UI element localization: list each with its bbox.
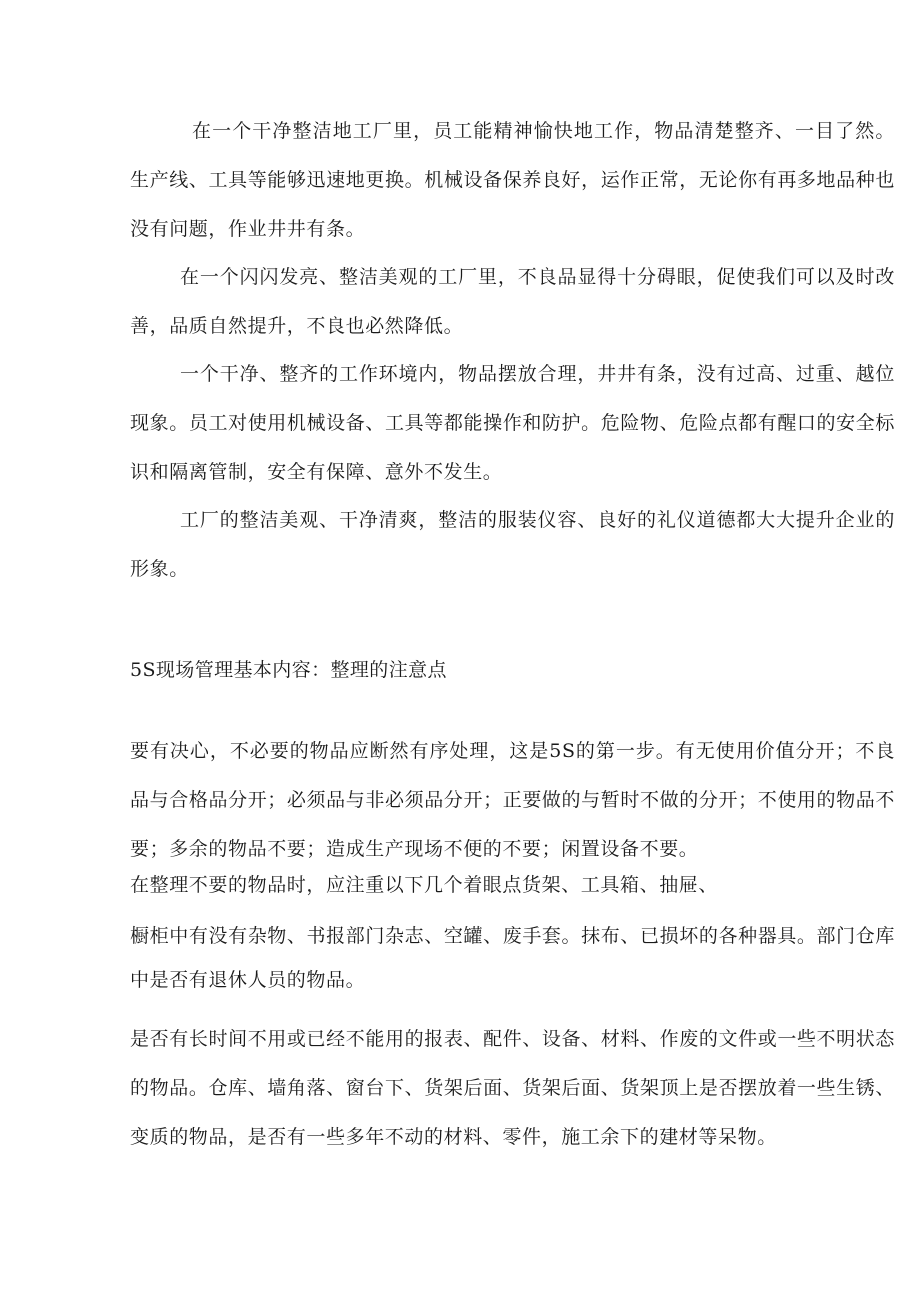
paragraph-image: 工厂的整洁美观、干净清爽，整洁的服装仪容、良好的礼仪道德都大大提升企业的形象。 [130, 509, 895, 580]
paragraph-cabinets: 橱柜中有没有杂物、书报部门杂志、空罐、废手套。抹布、已损坏的各种器具。部门仓库中是否有退休人员的物品。 [130, 925, 895, 991]
paragraph-determination: 要有决心，不必要的物品应断然有序处理，这是5S的第一步。有无使用价值分开；不良品与合格品分开；必须品与非必须品分开；正要做的与暂时不做的分开；不使用的物品不要；多余的物品不要；造成生产现场不便的不要；闲置设备不要。 [130, 740, 895, 860]
paragraph-focus-points: 在整理不要的物品时，应注重以下几个着眼点货架、工具箱、抽屉、 [130, 874, 719, 896]
paragraph-clean-factory: 在一个干净整洁地工厂里，员工能精神愉快地工作，物品清楚整齐、一目了然。生产线、工具等能够迅速地更换。机械设备保养良好，运作正常，无论你有再多地品种也没有问题，作业井井有条。 [130, 120, 895, 240]
section-heading: 5S现场管理基本内容：整理的注意点 [130, 659, 447, 681]
paragraph-defects-visible: 在一个闪闪发亮、整洁美观的工厂里，不良品显得十分碍眼，促使我们可以及时改善，品质自然提升，不良也必然降低。 [130, 266, 895, 337]
paragraph-safety: 一个干净、整齐的工作环境内，物品摆放合理，井井有条，没有过高、过重、越位现象。员工对使用机械设备、工具等都能操作和防护。危险物、危险点都有醒口的安全标识和隔离管制，安全有保障、意外不发生。 [130, 363, 895, 483]
paragraph-unused-items: 是否有长时间不用或已经不能用的报表、配件、设备、材料、作废的文件或一些不明状态的物品。仓库、墙角落、窗台下、货架后面、货架后面、货架顶上是否摆放着一些生锈、变质的物品，是否有一些多年不动的材料、零件，施工余下的建材等呆物。 [130, 1028, 895, 1148]
